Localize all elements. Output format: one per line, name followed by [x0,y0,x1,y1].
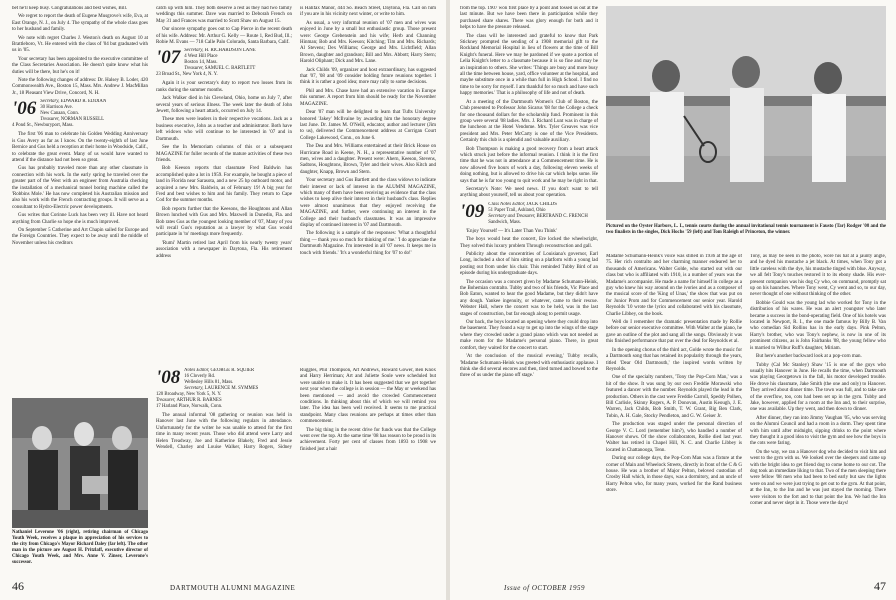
class-note-paragraph: The annual informal '08 gathering or reunion was held in Hanover last June with the following regulars in attendance. Unfortunately for the writer he was unable to attend for the first time in many recent years. Those who did attend were Larry and Helen Treadway, Joe and Katherine Blakely, Fred and Jessie Wendell, Charley and Louise Walker, Harry Rogers, Sidney Ruggles, Phil Thompson, Art Andrews, Howard Gower, Ben Knox and Harry Herriman; Art and Juliette Soule were scheduled but were unable to make it. It has been suggested that we get together next year when the college is in session — the May or weekend has been mentioned — and avoid the crowded Commencement conditions. In thinking about this of which we will remind you later. The idea has been well received. It seems to me practical standpoint. Many class reunions are perhaps at times other than commencement. [156,368,436,451]
class-note-paragraph: 'At the conclusion of the musical evening,' Tubby recalls, 'Madame Schumann-Heink was greeted with enthusiastic applause. I think she did several encores and then, tired turned and bowed to the three of us under the piano off stage.' [460,354,598,379]
secretary-name: H. RICHARDSON LANE [204,48,256,54]
class-note-paragraph: Bob Keeson reports that classmate Fred Baldwin has accomplished quite a lot in 1959. For example, he bought a piece of land in Florida near Sarasota, and a new 25 hp outboard motor, and acquired a new Mrs. Baldwin, as of February 19! A big year for Fred and best wishes to him and his family. They return to Cape Cod for the summer months. [156,166,292,204]
class-note-paragraph: The first '06 man to celebrate his Golden Wedding Anniversary is Gus Avery as far as I know. On the twenty-eighth of last June Bernice and Gus held a reception at their home in Woodside, Calif., to celebrate the great event. Many of us would have wanted to attend if the distance had not been so great. [12,132,148,163]
right-column-1 [460,6,598,566]
class-note-paragraph: Jack Walker died in his Cleveland, Ohio, home on July 7, after several years of serious illness. The week later the death of John Jewett, following a heart attack, occurred on July 14. [156,96,292,115]
class-note-paragraph: The big thing in the recent drive for funds was that the College went over the top. At the same time '08 has reason to be proud in its achievement. Forty per cent of classes from 1893 to 1908 we finished just a hair [300,427,436,452]
class-note-paragraph: On September 5 Catherine and Art Chapin sailed for Europe and the Foreign Countries. They expect to be away until the middle of November unless his creditors [12,227,148,246]
class-year-09: '09 [460,201,485,222]
class-note-paragraph: Note the following changes of address: Dr. Halsey B. Loder, 420 Commonwealth Ave., Boston 15, Mass. Mrs. Andrew J. MacMillan Jr., 18 Pleasant View Drive, Concord, N. H. [12,78,148,96]
notes-editor-name: JACK CHILDS [526,201,557,207]
left-class-08-block [156,368,436,566]
class-note-paragraph: But here's another backward look at a pop-corn man. [756,354,862,360]
class-note-paragraph: The production was staged under the personal direction of George V. C. Lord (remember him?), who handled a number of Hanover shows. Of the show collaborators, Rollie died last year. Walter has retired in Chapel Hill, N. C. and Charlie Libbey is located in Chattanooga, Tenn. [606,422,742,453]
class-note-paragraph: Bob Thompson is making a good recovery from a heart attack which struck just before the informal reunion. I think it is the first time that he was not in attendance at a Commencement time. He is now allowed five hours of work a day, following eleven weeks of doing nothing, but is allowed to drive his car which helps some. He says that he is far too young to quit work and he may be right in that. [460,146,598,184]
class-note-paragraph: At a meeting of the Dartmouth Women's Club of Boston, the Club presented to Professor John Sicarus '08 for the College a check for one thousand dollars for the scholarship fund. Prominent in this group were several '08 ladies. Mrs. J. Richard Lunt was in charge of the luncheon at the Hotel Vendome. Mrs. Tyler Greaves was vice president and Mrs. Peter McCarty is one of the Vice Presidents. Certainly this club is a splendid and valuable auxiliary. [460,99,598,144]
class-note-paragraph: bet he'll keep busy. Congratulations and best wishes, Bill. [12,6,128,11]
class-note-paragraph: Well do I remember the dramatic presentation made by Rollie before our senior executive committee. With Walter at the piano, he gave an outline of the plot and sang all the songs. Obviously it was this finished performance that put over the deal for Reynolds et al. [606,320,742,345]
right-page [450,0,896,600]
class-note-paragraph: One of the specialty numbers, 'Tony the Pop-Corn Man,' was a hit of the show. It was sung by our own Freddie Morawski who featured a dancer with the number. Reynolds played the lead in the production. Others in the cast were Freddie Carroll, Speddy Polhen, Bill Carlisle, Skinny Rogers, A. P. Donovan, Austin Keough, J. E. Warren, Jack Childs, Bob Smith, T. W. Grant, Big Ben Clark, Tobin, A. H. Gale, Stocky Pendleton, and G. W. Geiser Jr. [606,375,742,419]
class-note-paragraph: Our sincere sympathy goes out to Cap Pierce in the recent death of his wife. Address: Mr. Arthur G. Kelly — Route 1, Red Bud, Ill.; Robie M. Evans — 718 Calle Palo Colorado, Santa Barbara, Calif. [156,27,292,46]
class-note-paragraph: catch up with him. They both deserve a rest as they had two family weddings this summer. Dave was married to Deborah French on May 31 and Frances was married to Scott Shaw on August 15. [156,6,292,24]
treasurer-name: ARTHUR R. BARNES [176,398,222,403]
treasurer-name: SAMUEL C. BARTLETT [204,66,256,72]
class-note-paragraph: is Halifax Manor, 444 So. Beach Street, Daytona, Fla. Call on him if you are in his vicinity next winter, or write to him. [300,6,436,18]
class-header-07: '07 Secretary, H. RICHARDSON LANE 4 West Hill Place Boston 14, Mass. Treasurer, SAMUEL C. BARTLETT 23 Broad St., New York 4, N. Y. [156,48,256,78]
class-note-paragraph: On the way, we ran a Hanover dog who decided to visit him and went to the gym with us. We looked over the sleepers and came up with the bright idea to get friend dog to come home to our cot. The dog took an immediate liking to that. Two of the men sleeping there were fellow '08 men who had been to bed early but saw the lights were on and we were just trying to get out to the gym. At that point, at the Inn, to the Inn and he was just stayed the morning. There were visitors to the fort and to that point the Inn. We had the Inn corner and never slept in it. Those were the days! [750,449,886,507]
class-note-paragraph: Gus writes that Corinne Luck has been very ill. Have not heard anything from Charlie so hope she is much improved. [12,213,148,225]
class-note-paragraph: The Dea and Mrs. Williams entertained at their Brick House on Hurricane Road in Keene, N. H., a representative number of '07 men, wives and a daughter. Present were: Ahern, Keeson, Stevens, Sadtons, Houghtons, Brown, Tyler and their wives. Also Kitch and daughter, Knapp, Brown and Stern. [300,144,436,175]
class-note-paragraph: Secretary's Note: We need news. If you don't want to tell anything about yourself, tell us about your operation. [460,186,598,199]
class-note-paragraph: The occasion was a concert given by Madame Schumann-Heink, the Bohemian contralto. Tubby and two of his friends, Vic Place and Bob Eaton, wanted to hear the good Madame, but they didn't have any dough. Yankee ingenuity, or whatever, came to their rescue. Webster Hall, where the concert was to be held, was in the last stages of construction, but far enough along to permit usage. [460,279,598,317]
class-note-paragraph: from the top. 1907 won first place by a point and tossed us out at the last minute. But we have been there in participation while they purchased share shares. There was glory enough for both and it helps to have the pressure released. [460,6,598,31]
class-note-paragraph: Madame Schumann-Heink's voice was stilled in 1936 at the age of 75. Her rich contralto and her charming manner endeared her to thousands of Americans. Walter Golde, who started out with our class but who is affiliated with 1910, is a number of years was the Madame's accompanist. He made a name for himself in college as a guy who knew his way around on the ivories and as a composer of the musical score of the 'King of Unas,' the show that was put on for Junior Prom and for Commencement our senior year. Harold Reynolds '10 wrote the lyrics and collaborated with his classmate, Charlie Libbey, on the book. [606,254,742,317]
class-note-paragraph: After dinner, they ran into Jimmy Vaughan '05, who was serving on the Alumni Council and had a room in a dorm. They spent time with him until after midnight, sipping drinks to the point where they thought it a good idea to visit the gym and see how the boys in the cots were faring. [750,415,886,447]
class-note-paragraph: The following is a sample of the responses: 'What a thoughtful thing — thank you so much for thinking of me.' 'I do appreciate the Dartmouth Magazine. I'm interested in all '07 news. It keeps me in touch with friends.' 'It's a wonderful thing for '07 to do!' [300,231,436,256]
tennis-photo [606,6,886,220]
right-column-3 [750,254,886,566]
class-note-paragraph: Phil and Mrs. Chase have had an extensive vacation in Europe this summer. A report from him should be ready for the November MAGAZINE. [300,88,436,107]
class-note-paragraph: In the opening chorus of the third act, Golde wrote the music for a Dartmouth song that has retained its popularity through the years, titled 'Dear Old Dartmouth,' the inspired words written by Reynolds. [606,347,742,372]
class-note-paragraph: We note with regret Charles J. Weston's death on August 10 at Brattleboro, Vt. He entered with the class of '04 but graduated with us in '05. [12,35,148,54]
class-note-paragraph: Bobbie Gould was the young lad who worked for Tony in the distribution of his wares. He was an alert youngster who later became a success in the bond-operating field. One of his hotels was located in Newport, R. I., the one made famous by Billy B. Van who comedian Sid Rollins has in the early days. Pink Pelton, Harry's brother, who was Tony's nephew, is now in one of its prominent citizens, as is John Fairbanks '08, the young fellow who is married to Wilbur Ruff's daughter, Miriam. [750,300,886,351]
class-note-paragraph: As usual, a very informal reunion of '07 men and wives was enjoyed in June by a small but enthusiastic group. Those present were: George Grebenstein and his wife; Herb and Channing Hinman; Bob and Mrs. Keeson; Kitching; Tim and Mrs. Richards; Al Stevens; Dex Williams; George and Mrs. Lichtfield; Allan Brown, daughter and grandson; Bill and Mrs. Abbott; Harry Stern; Harold Oliphant; Dick and Mrs. Lane. [300,20,436,65]
class-note-paragraph: Publicity about the concentrities of Louisiana's governor, Earl Long, included a shot of him sitting on a platform with a young lad posting out from under his chair. This reminded Tubby Bird of an episode during his undergraduate days. [460,252,598,277]
class-header-09: '09 Class Notes Editor, JACK CHILDS 51 Paper Trail, Ashland, Ohio Secretary and Treasurer, BERTRAND C. FRENCH Sandwich, Mass. [460,201,588,225]
class-header-08: '08 Notes Editor, GEORGE R. SQUIER 16 Cloverly Rd. Wellesley Hills 81, Mass. Secretary, LAURENCE M. SYMMES 120 Broadway, New York 5, N. Y. Treasurer, ARTHUR R. BARNES 17 Harland Place, Norwalk, Conn. [156,368,259,409]
class-note-paragraph: Dear '07 man will be delighted to learn that Tufts University honored 'Jakey' McIlvaine by awarding him the honorary degree last June. Dr. James M. O'Neill, educator, author and lecturer (Jim to us), delivered the Commencement address at Corrigan Court College Lakewood, Conn., on June 6. [300,110,436,141]
left-column-2 [156,6,292,394]
class-note-paragraph: Tubby (Cal Mc Stanley) Shaw '15 is one of the guys who usually hits Hanover in June. He recalls the time, when Dartmouth was playing Georgetown in the fall, his motor developed trouble. He drove his classmate, Jake Smith (the one and only) to Hanover. They arrived about dinner time. The town was full, and to take care of the overflow, too, cots had been set up in the gym. Tubby and Jake, however, applied for a room at the Inn and, to their surprise, one was available. Up they went, and then down to dinner. [750,362,886,413]
tennis-photo-caption: Pictured on the Oyster Harbors, L. I., tennis courts during the annual invitational tennis tournament is Fausto (Tar) Rodger '08 and the two finalists in the singles, Dick Hochs '59 (left) and Tom Raleigh of Princeton, the winner. [606,224,886,235]
leverone-photo-caption: Nathaniel Leverone '06 (right), retiring chairman of Chicago Youth Week, receives a plaque in appreciation of his services to the city from Chicago's Mayor Richard Daley (far left). The other man in the picture are August H. Pritzlaff, executive director of Chicago Youth Week, and Mrs. Anne V. Zinser, Leverone's successor. [12,530,148,565]
class-note-paragraph: These men were leaders in their respective vocations. Jack as a business executive, John as a teacher and administrator. Both have left widows who will continue to be interested in '07 and in Dartmouth. [156,117,292,142]
class-note-paragraph: See the In Memoriam columns of this or a subsequent MAGAZINE for fuller records of the mature activities of these two friends. [156,145,292,163]
class-year-06: '06 [12,99,37,120]
treasurer-name: NORMAN RUSSELL [60,117,105,123]
class-note-paragraph: During our college days, the Pop-Corn Man was a fixture at the corner of Main and Wheelock Streets, directly in front of the C & G house. He was a brother of Major Pelton, beloved custodian of Crosby Hall which, in those days, was a dormitory, and an uncle of Harry Pelton who, for many years, worked for the Rand business store. [606,456,742,494]
poem-title: 'Enjoy Yourself — It's Later Than You Think' [466,228,557,234]
secretary-name: EDWARD R. EDDIAN [60,99,107,105]
issue-footer: Issue of OCTOBER 1959 [504,584,585,592]
class-note-paragraph: The class will be interested and grateful to know that Park Stickney prompted the sending of a 1908 memorial gift to the Rockland Memorial Hospital in lieu of flowers at the time of Bill Knight's funeral. Here we may be pardoned if we quote a portion of Lelia Knight's letter to a classmate because it is so fine and may be an inspiration to others. She writes: 'Things are busy and more busy all the time between house, yard, office volunteer at the hospital, and maybe substitute once in a while than full in High School. I find no time to be sorry for myself. I am thankful for so much and have such happy memories.' That is a philosophy of life and not of death. [460,33,598,97]
class-note-paragraph: 'Rumi' Martin retired last April from his nearly twenty years' association with a newspaper in Daytona, Fla. His retirement address [156,240,292,259]
right-column-2 [606,254,742,566]
class-note-paragraph: Your secretary and Gus Bartlett and the class widows to indicate their interest or lack of interest in the ALUMNI MAGAZINE, which many of them have been receiving as evidence that the class wishes to keep alive their interest in their husband's class. Replies were almost unanimous that they enjoyed receiving the MAGAZINE, and further, were continuing an interest in the College and their husband's classmates. It was an impressive display of continued interest in '07 and Dartmouth. [300,178,436,228]
notes-editor-name: GEORGE R. SQUIER [210,368,255,373]
class-note-paragraph: Gus has probably traveled more than any other classmate in connection with his work. In the early spring he traveled over the greater part of the West with an engineer from Australia checking the installation of a mechanical tunnel boring machine called the 'Robbins Mole.' He has now completed his Australian mission and also his work with the French contracting groups. It will serve as a consultant to Hydro-Electric power developments. [12,166,148,210]
left-column-1 [12,6,148,394]
class-note-paragraph: Bob reports further that the Keesons, the Houghtons and Allan Brown lunched with Gus and Mrs. Maxwell in Dunedin, Fla. and Bob rates Gus as the youngest looking member of '07, Many of you will recall Gus's reputation as a lawyer by what Gus would participate in 'to' meetings more frequently. [156,206,292,238]
magazine-footer: DARTMOUTH ALUMNI MAGAZINE [170,584,296,592]
secretary-name: BERTRAND C. FRENCH [536,213,588,219]
left-column-3 [300,6,436,364]
class-note-paragraph: We regret to report the death of Eugene Musgrove's wife, Eva, at East Orange, N. J., on July 4. The sympathy of the whole class goes to her husband and family. [12,14,148,33]
poem-verse: The boys would heat the concert, Ere locked the wheelwright, They solved this luxury problem Through reconstruction and gall. [460,237,598,249]
page-number-left: 46 [12,579,24,593]
secretary-name: LAURENCE M. SYMMES [204,386,259,391]
class-note-paragraph: Our back, the boys located an opening where they could drop into the basement. They found a way to get up into the wings of the stage where they crowded under a grand piano which was not needed as make room for the Madame's personal piano. There, in great comfort, they waited for the concert to start. [460,320,598,351]
left-page [0,0,446,600]
class-note-paragraph: Jack Childs '09, organizer and host extraordinary, has suggested that '07, '08 and '09 consider holding future reunions together. I think it is rather a good idea; more may rally to some decisions. [300,67,436,86]
page-number-right: 47 [874,579,886,593]
leverone-plaque-photo [12,398,148,528]
class-header-06: '06 Secretary, EDWARD R. EDDIAN 30 Harrison Ave. New Canaan, Conn. Treasurer, NORMAN RUSSELL 4 Pond St., Newburyport, Mass. [12,99,107,129]
class-year-07: '07 [156,48,181,69]
class-year-08: '08 [156,368,181,388]
class-note-paragraph: Again it is your secretary's duty to report two losses from its ranks during the summer months. [156,81,292,93]
class-note-paragraph: Tony, as may be seen in the photo, wore his hat at a jaunty angle, and he dyed his mustache a jet black. At times, when Tony got a little careless with the dye, his mustache tinged with blue. Anyway, we all felt Tony's touches restored it to its ebony shade. His ever-present companion was his dog Cy who, on command, promptly sat up on his haunches. Where Tony went, Cy went and so, to our day, never thought of one without thinking of the other. [750,254,886,298]
class-note-paragraph: Your secretary has been appointed to the executive committee of the Class Secretaries Association. He doesn't quite know what his duties will be there, but he's on it! [12,56,148,75]
